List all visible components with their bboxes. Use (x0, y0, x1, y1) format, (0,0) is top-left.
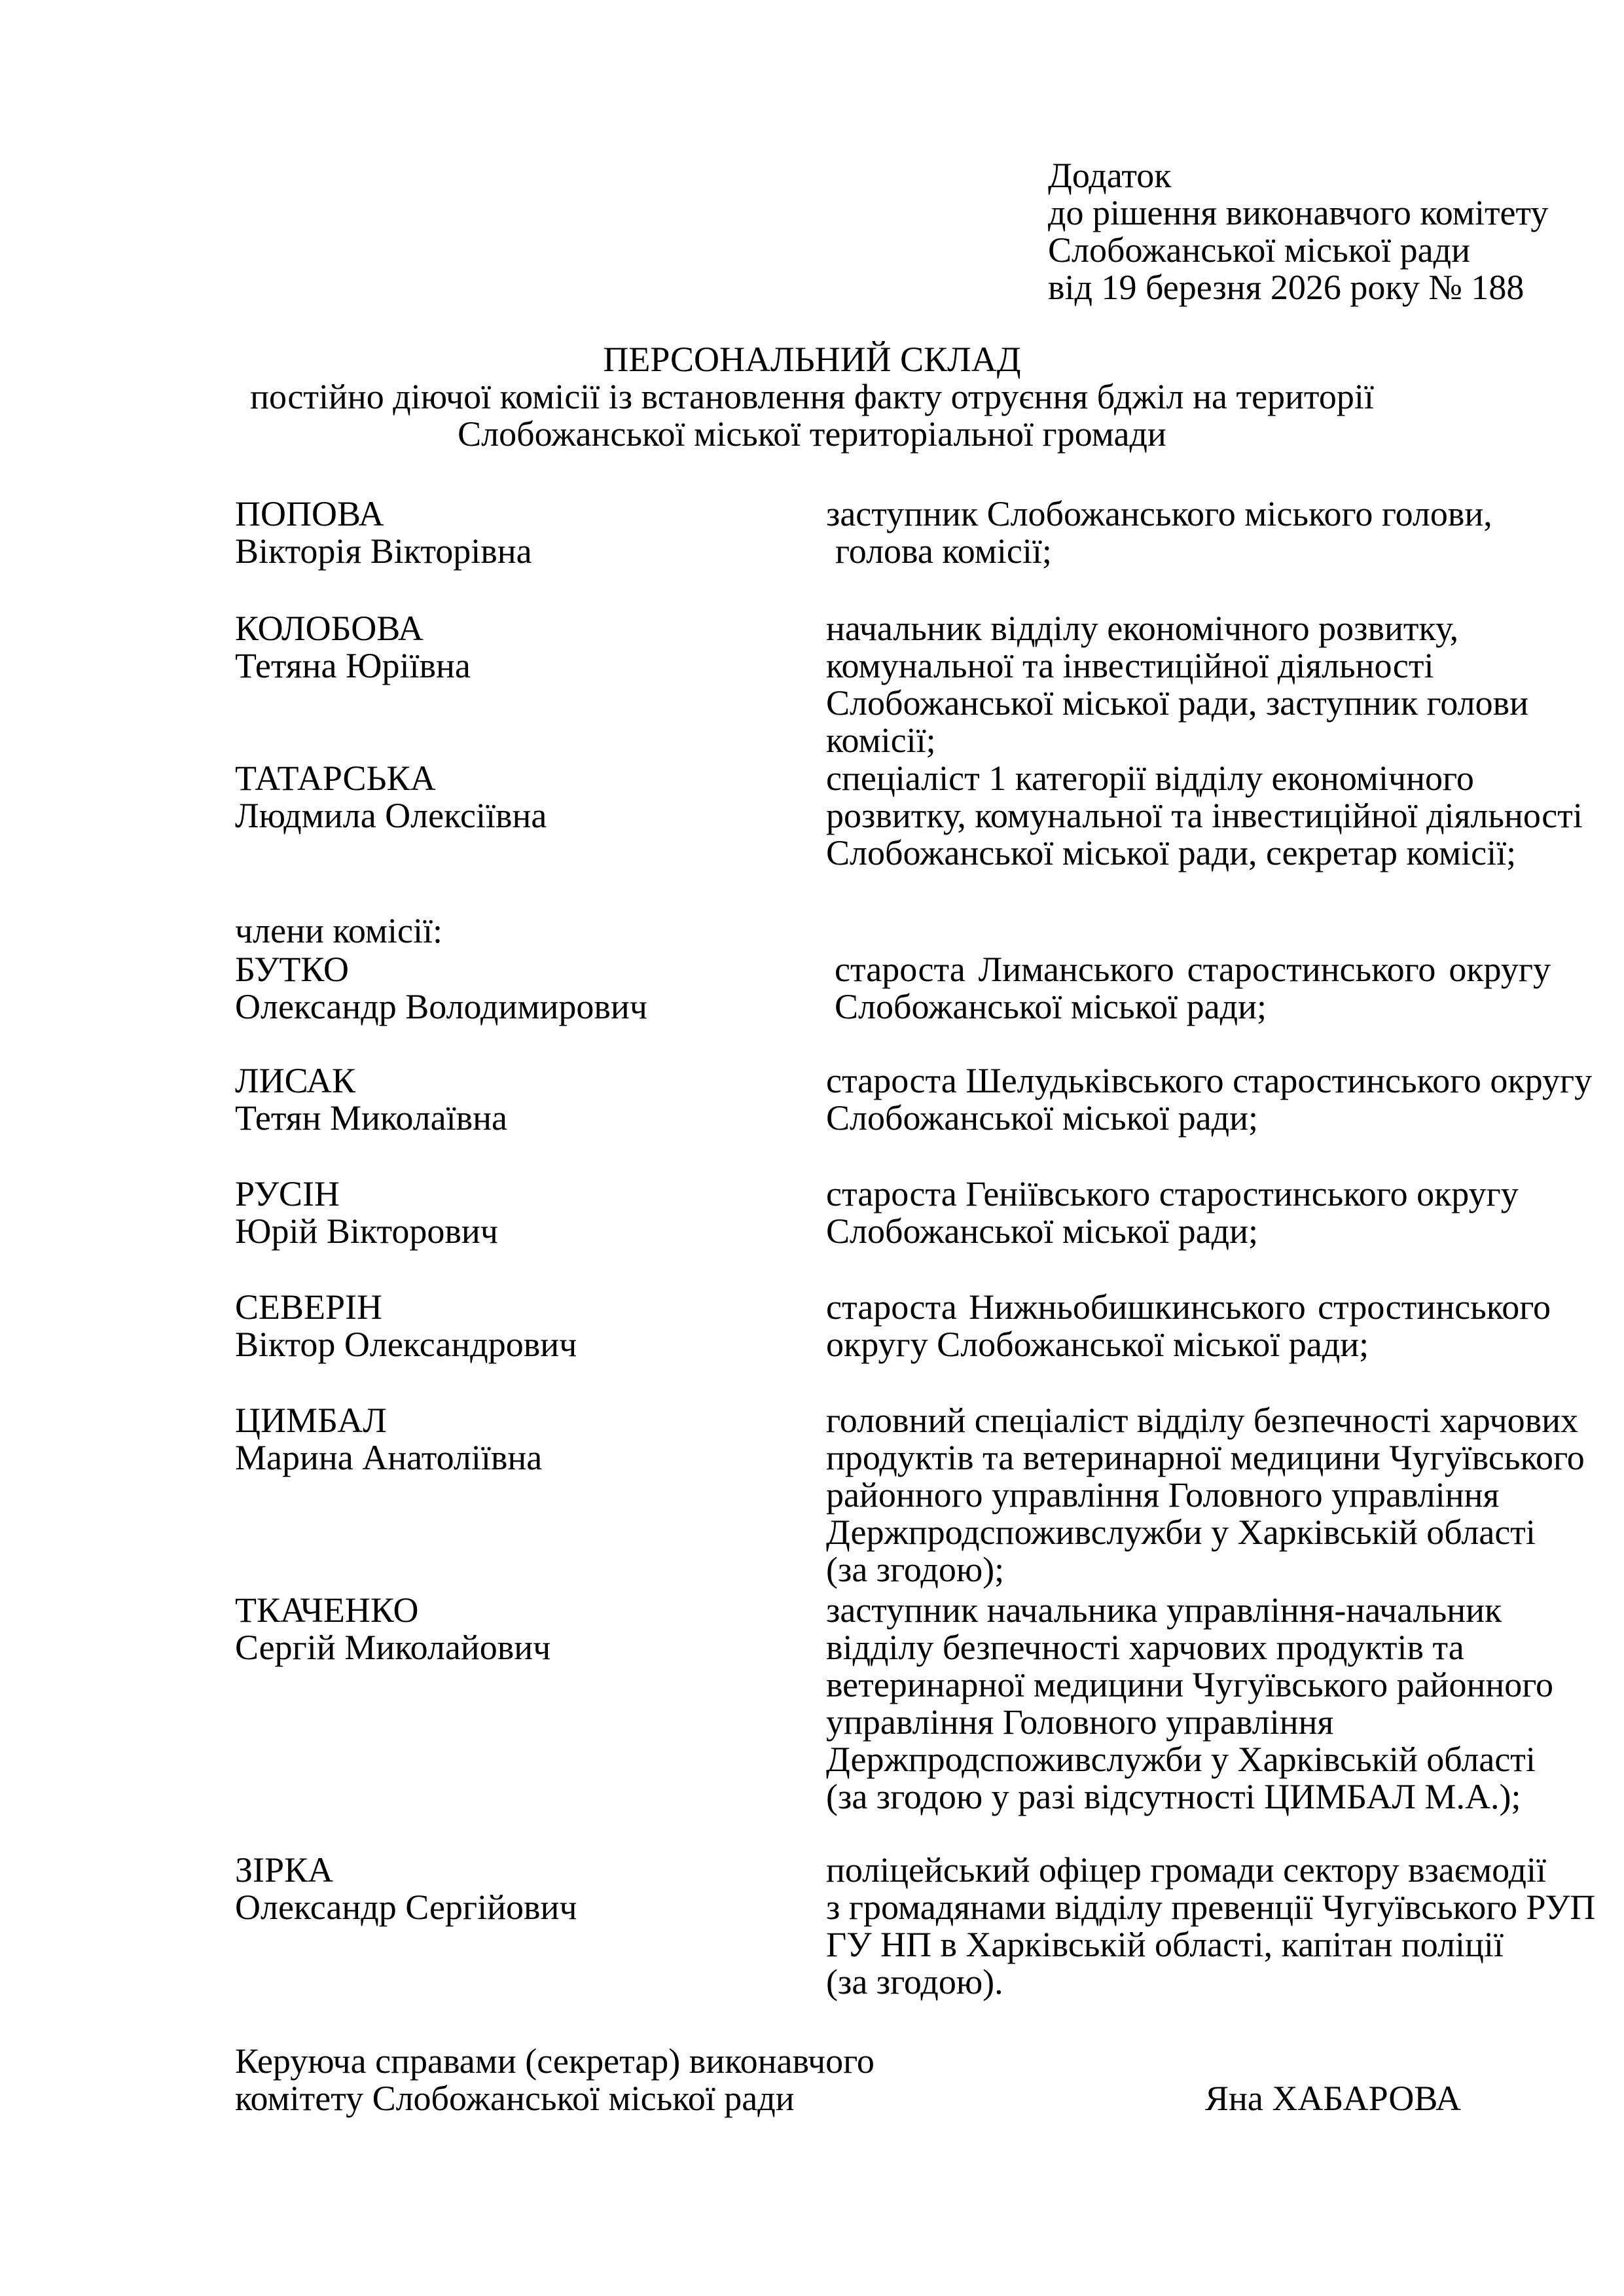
member-name-block (235, 1852, 577, 1926)
member-name: Віктор Олександрович (235, 1325, 577, 1364)
title-subtitle-line: Слобожанської міської територіальної громади (458, 414, 1166, 454)
member-role-line: (за згодою); (826, 1550, 1005, 1589)
member-role-line: староста Шелудьківського старостинського округу (826, 1061, 1593, 1100)
member-role-line: з громадянами відділу превенції Чугуївського РУП (826, 1888, 1596, 1927)
member-role-line: Слобожанської міської ради; (826, 1211, 1258, 1251)
member-role-line: комунальної та інвестиційної діяльності (826, 646, 1434, 685)
member-role (826, 1590, 1554, 1816)
member-role-line: Слобожанської міської ради, заступник голови (826, 683, 1528, 723)
document-title (0, 341, 1624, 453)
member-name: Тетян Миколаївна (235, 1098, 507, 1138)
member-role-line: управління Головного управління (826, 1702, 1334, 1742)
member-name-block (235, 951, 647, 1026)
header-line: до рішення виконавчого комітету (1048, 193, 1549, 232)
member-name-block (235, 1592, 550, 1666)
member-role-line: (за згодою у разі відсутності ЦИМБАЛ М.А.); (826, 1777, 1521, 1816)
signature-position (235, 2043, 875, 2117)
members-label: члени комісії: (235, 911, 442, 950)
member-name: Вікторія Вікторівна (235, 531, 532, 571)
member-surname: КОЛОБОВА (235, 609, 424, 648)
member-name-block (235, 610, 471, 685)
member-name-block (235, 495, 532, 570)
member-surname: ЛИСАК (235, 1061, 355, 1100)
member-role-line: районного управління Головного управління (826, 1475, 1500, 1515)
member-role (835, 951, 1551, 1026)
title-subtitle-line: постійно діючої комісії із встановлення факту отруєння бджіл на території (250, 377, 1374, 416)
member-surname: РУСІН (235, 1174, 340, 1213)
member-role-line: спеціаліст 1 категорії відділу економічного (826, 759, 1474, 798)
member-role (826, 610, 1551, 759)
member-role-line: відділу безпечності харчових продуктів та (826, 1628, 1464, 1667)
member-role-line: начальник відділу економічного розвитку, (826, 609, 1459, 648)
member-surname: ТАТАРСЬКА (235, 759, 436, 798)
member-name-block (235, 1062, 507, 1137)
member-role-line: Слобожанської міської ради; (826, 1098, 1258, 1138)
member-role-line: заступник начальника управління-начальник (826, 1590, 1502, 1630)
member-name-block (235, 1175, 498, 1250)
member-role (826, 759, 1583, 872)
title-heading: ПЕРСОНАЛЬНИЙ СКЛАД (603, 340, 1021, 379)
member-name-block (235, 1402, 542, 1477)
member-role-line: староста Лиманського старостинського округу (835, 950, 1551, 989)
member-surname: ПОПОВА (235, 494, 384, 533)
member-role (826, 1061, 1593, 1138)
member-role-line: ветеринарної медицини Чугуївського районного (826, 1665, 1554, 1704)
member-name: Олександр Володимирович (235, 987, 647, 1026)
member-name: Олександр Сергійович (235, 1888, 577, 1927)
member-name-block (235, 1289, 577, 1363)
member-role-line: комісії; (826, 721, 936, 760)
member-surname: БУТКО (235, 950, 349, 989)
header-line: Додаток (1048, 156, 1172, 195)
member-role-line: Слобожанської міської ради; (835, 987, 1267, 1026)
member-role-line: Держпродспоживслужби у Харківській області (826, 1740, 1536, 1779)
member-role-line: староста Нижньобишкинського стростинського (826, 1287, 1551, 1327)
member-role-line: (за згодою). (826, 1962, 1003, 2001)
appendix-header (1048, 157, 1548, 306)
signature-position-line: комітету Слобожанської міської ради (235, 2079, 795, 2118)
member-name: Юрій Вікторович (235, 1211, 498, 1251)
member-name: Сергій Миколайович (235, 1628, 551, 1667)
member-role-line: округу Слобожанської міської ради; (826, 1325, 1369, 1364)
header-line: Слобожанської міської ради (1048, 230, 1470, 270)
member-role-line: голова комісії; (835, 531, 1052, 571)
member-role-line: Держпродспоживслужби у Харківській області (826, 1513, 1536, 1552)
member-role-line: ГУ НП в Харківській області, капітан поліції (826, 1925, 1504, 1964)
member-name: Марина Анатоліївна (235, 1438, 543, 1477)
member-role-line: головний спеціаліст відділу безпечності харчових (826, 1401, 1579, 1440)
member-name-block (235, 760, 547, 834)
member-name: Людмила Олексіївна (235, 796, 547, 835)
member-role (826, 495, 1551, 570)
member-surname: ТКАЧЕНКО (235, 1590, 419, 1630)
member-role-line: заступник Слобожанського міського голови, (826, 494, 1492, 533)
member-surname: СЕВЕРІН (235, 1287, 383, 1327)
member-role-line: розвитку, комунальної та інвестиційної діяльності (826, 796, 1583, 835)
member-role (826, 1850, 1596, 2001)
member-role-line: староста Геніївського старостинського округу (826, 1174, 1519, 1213)
member-role-line: продуктів та ветеринарної медицини Чугуївського (826, 1438, 1585, 1477)
member-role-line: поліцейський офіцер громади сектору взаємодії (826, 1850, 1547, 1890)
member-surname: ЗІРКА (235, 1850, 334, 1890)
member-role (826, 1289, 1551, 1363)
header-line: від 19 березня 2026 року № 188 (1048, 268, 1525, 307)
member-role-line: Слобожанської міської ради, секретар комісії; (826, 833, 1517, 872)
member-name: Тетяна Юріївна (235, 646, 471, 685)
signer-name: Яна ХАБАРОВА (1205, 2079, 1461, 2118)
member-role (826, 1401, 1585, 1589)
member-surname: ЦИМБАЛ (235, 1401, 387, 1440)
signature-position-line: Керуюча справами (секретар) виконавчого (235, 2041, 875, 2081)
member-role (826, 1175, 1551, 1250)
